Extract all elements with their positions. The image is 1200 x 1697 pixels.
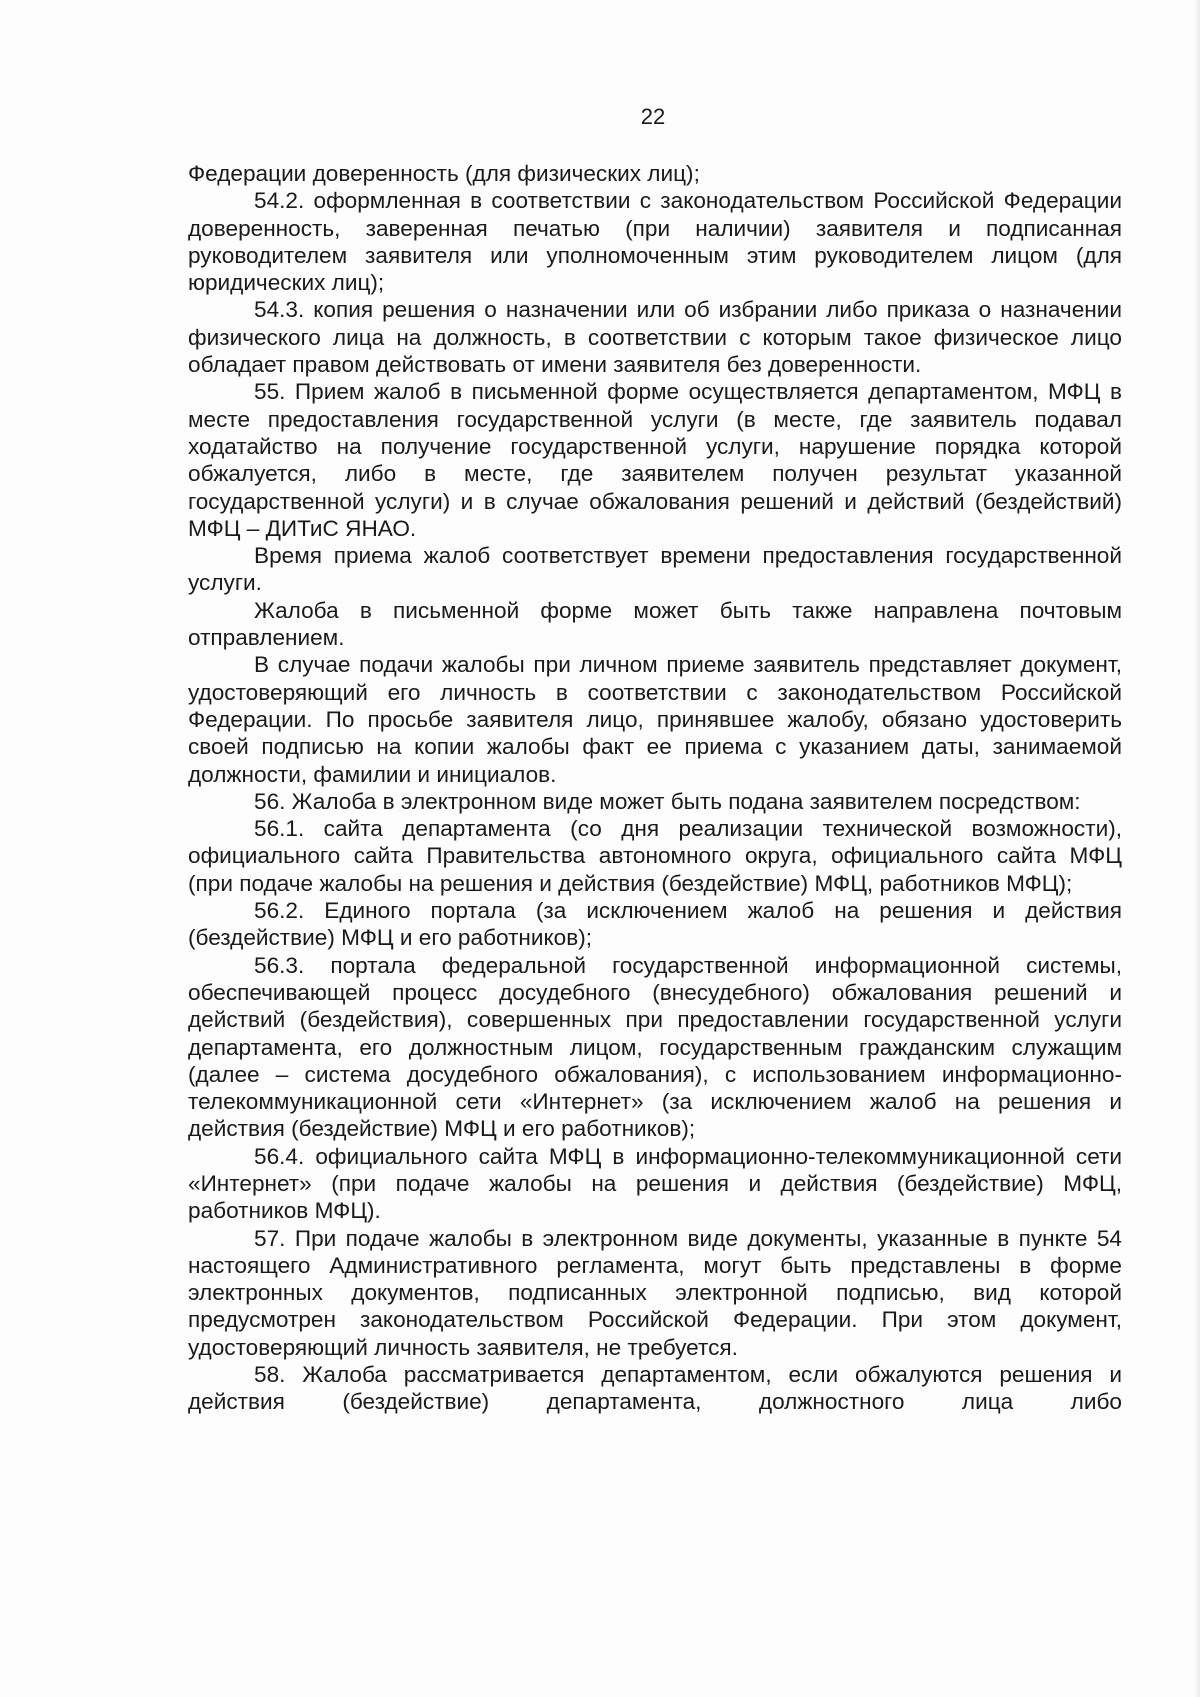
- paragraph-58: 58. Жалоба рассматривается департаментом, если обжалуются решения и действия (бездействие) департамента, должностного лица либо: [188, 1362, 1122, 1415]
- paragraph-postal: Жалоба в письменной форме может быть также направлена почтовым отправлением.: [188, 597, 1122, 651]
- paragraph-54-2: 54.2. оформленная в соответствии с законодательством Российской Федерации доверенность, заверенная печатью (при наличии) заявителя и подписанная руководителем заявителя или уполномоченным этим руководителем лицом (для юридических лиц);: [188, 188, 1122, 296]
- paragraph-reception-time: Время приема жалоб соответствует времени предоставления государственной услуги.: [188, 543, 1122, 596]
- paragraph-57: 57. При подаче жалобы в электронном виде документы, указанные в пункте 54 настоящего Административного регламента, могут быть представлены в форме электронных документов, подписанных электронной подписью, вид которой предусмотрен законодательством Российской Федерации. При этом документ, удостоверяющий личность заявителя, не требуется.: [188, 1225, 1122, 1360]
- paragraph-continuation: Федерации доверенность (для физических лиц);: [188, 161, 700, 186]
- document-body: [188, 160, 1122, 1416]
- paragraph-56-2: 56.2. Единого портала (за исключением жалоб на решения и действия (бездействие) МФЦ и его работников);: [188, 898, 1122, 951]
- paragraph-56-4: 56.4. официального сайта МФЦ в информационно-телекоммуникационной сети «Интернет» (при подаче жалобы на решения и действия (бездействие) МФЦ, работников МФЦ).: [188, 1143, 1122, 1224]
- paragraph-56: 56. Жалоба в электронном виде может быть подана заявителем посредством:: [254, 788, 1081, 814]
- page-edge-shadow: [1194, 0, 1200, 1697]
- paragraph-56-3: 56.3. портала федеральной государственной информационной системы, обеспечивающей процесс досудебного (внесудебного) обжалования решений и действий (бездействия), совершенных при предоставлении государственной услуги департамента, его должностным лицом, государственным гражданским служащим (далее – система досудебного обжалования), с использованием информационно-телекоммуникационной сети «Интернет» (за исключением жалоб на решения и действия (бездействие) МФЦ и его работников);: [188, 952, 1122, 1142]
- paragraph-55: 55. Прием жалоб в письменной форме осуществляется департаментом, МФЦ в месте предоставления государственной услуги (в месте, где заявитель подавал ходатайство на получение государственной услуги, нарушение порядка которой обжалуется, либо в месте, где заявителем получен результат указанной государственной услуги) и в случае обжалования решений и действий (бездействий) МФЦ – ДИТиС ЯНАО.: [188, 379, 1122, 541]
- paragraph-56-1: 56.1. сайта департамента (со дня реализации технической возможности), официального сайта Правительства автономного округа, официального сайта МФЦ (при подаче жалобы на решения и действия (бездействие) МФЦ, работников МФЦ);: [188, 816, 1122, 896]
- paragraph-personal-reception: В случае подачи жалобы при личном приеме заявитель представляет документ, удостоверяющий его личность в соответствии с законодательством Российской Федерации. По просьбе заявителя лицо, принявшее жалобу, обязано удостоверить своей подписью на копии жалобы факт ее приема с указанием даты, занимаемой должности, фамилии и инициалов.: [188, 652, 1122, 787]
- paragraph-54-3: 54.3. копия решения о назначении или об избрании либо приказа о назначении физического лица на должность, в соответствии с которым такое физическое лицо обладает правом действовать от имени заявителя без доверенности.: [188, 297, 1122, 378]
- page-number: 22: [640, 104, 666, 129]
